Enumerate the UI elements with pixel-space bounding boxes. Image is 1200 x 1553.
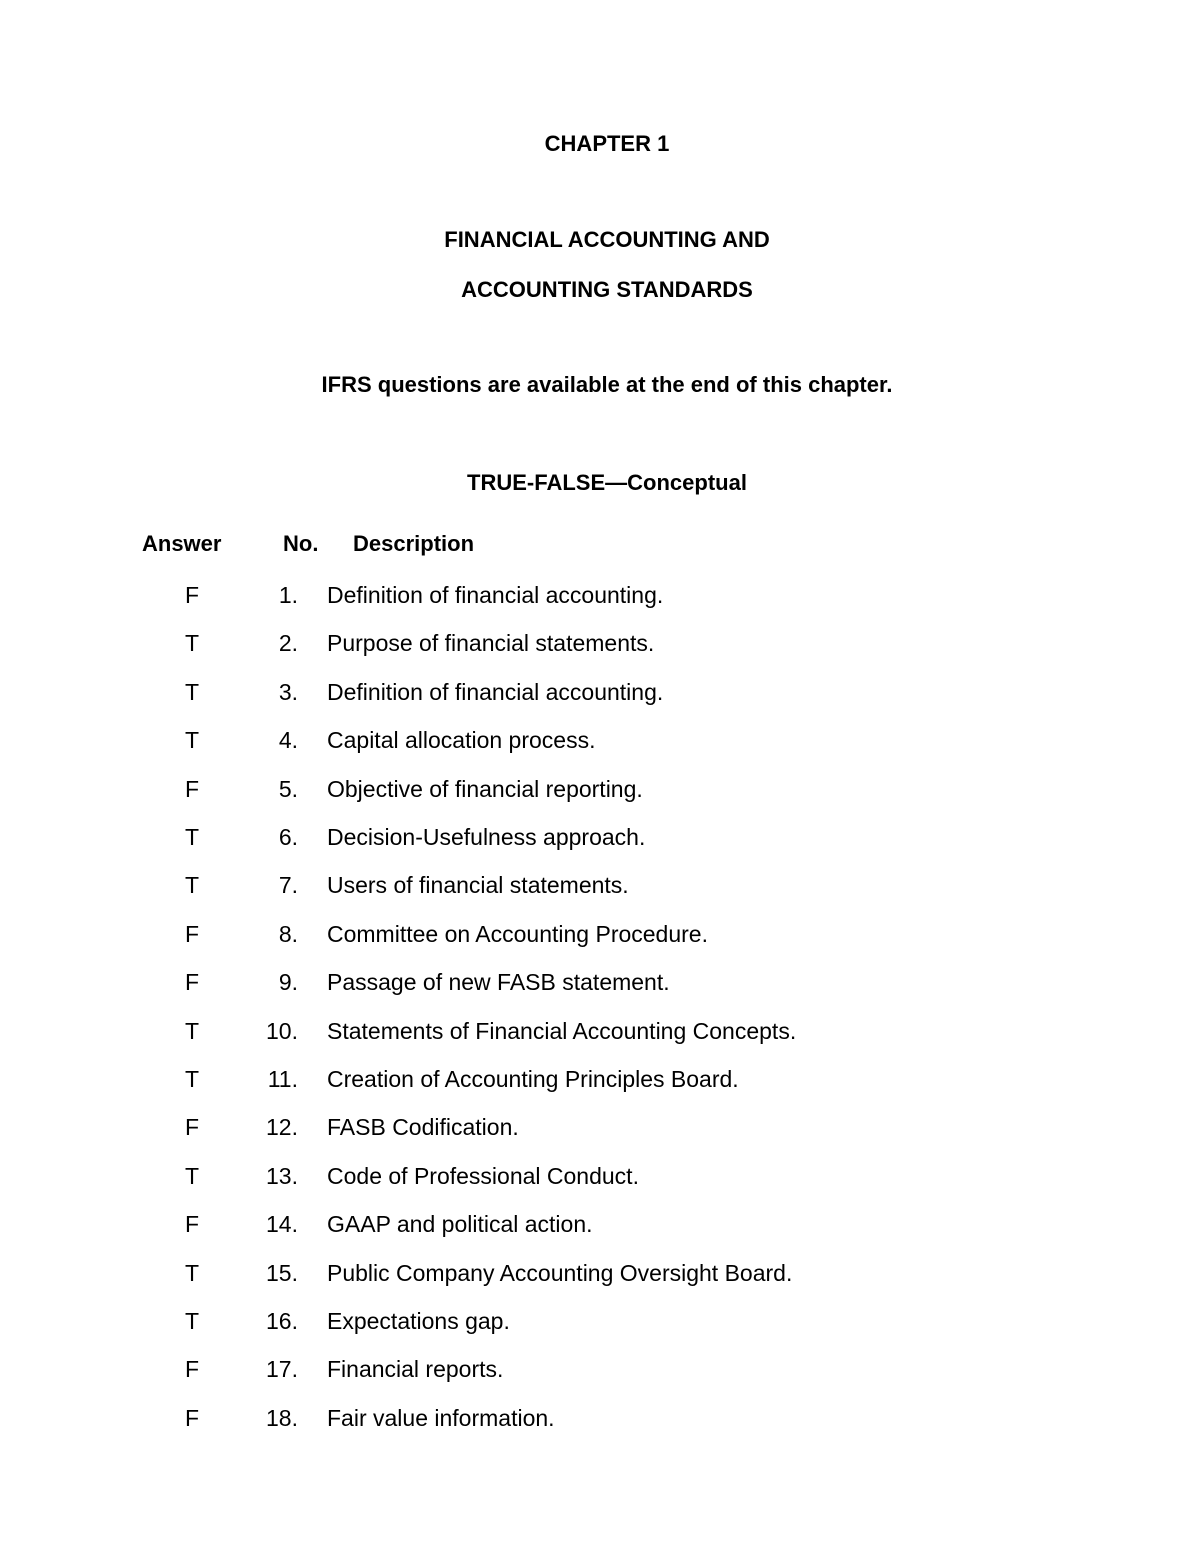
- answer-cell: T: [184, 824, 200, 850]
- answer-cell: T: [184, 1162, 200, 1189]
- section-title: TRUE-FALSE—Conceptual: [467, 470, 747, 495]
- description-cell: Passage of new FASB statement.: [327, 969, 670, 996]
- answer-cell: T: [184, 1017, 200, 1044]
- number-cell: 15.: [266, 1259, 298, 1286]
- table-row: [0, 1114, 1200, 1144]
- description-cell: Purpose of financial statements.: [327, 630, 655, 657]
- number-cell: 17.: [266, 1356, 298, 1383]
- answer-cell: F: [184, 1114, 200, 1141]
- answer-cell: F: [184, 1356, 200, 1383]
- number-cell: 12.: [266, 1114, 298, 1141]
- description-cell: Users of financial statements.: [327, 872, 629, 899]
- number-cell: 14.: [266, 1211, 298, 1238]
- answer-cell: F: [184, 920, 200, 947]
- table-row: [0, 679, 1200, 709]
- table-row: [0, 1163, 1200, 1193]
- number-cell: 13.: [266, 1162, 298, 1189]
- number-cell: 16.: [266, 1308, 298, 1334]
- description-cell: Definition of financial accounting.: [327, 678, 664, 705]
- description-cell: Capital allocation process.: [327, 727, 596, 754]
- description-cell: Public Company Accounting Oversight Board.: [327, 1259, 793, 1286]
- number-cell: 8.: [278, 920, 298, 947]
- answer-cell: T: [184, 678, 200, 705]
- table-row: [0, 1405, 1200, 1435]
- answer-cell: T: [184, 1308, 200, 1334]
- description-cell: Definition of financial accounting.: [327, 582, 664, 608]
- table-row: [0, 1211, 1200, 1241]
- table-row: [0, 921, 1200, 951]
- column-header-description: Description: [353, 531, 475, 556]
- table-row: [0, 1260, 1200, 1290]
- number-cell: 5.: [278, 775, 298, 802]
- answer-cell: F: [184, 582, 200, 608]
- description-cell: Statements of Financial Accounting Concepts.: [327, 1017, 797, 1044]
- answer-cell: T: [184, 727, 200, 754]
- answer-cell: T: [184, 1259, 200, 1286]
- answer-cell: F: [184, 969, 200, 996]
- description-cell: Fair value information.: [327, 1404, 555, 1431]
- description-cell: Committee on Accounting Procedure.: [327, 920, 708, 947]
- answer-cell: T: [184, 872, 200, 899]
- table-row: [0, 1308, 1200, 1338]
- answer-cell: F: [184, 1404, 200, 1431]
- ifrs-note: IFRS questions are available at the end of this chapter.: [321, 372, 893, 397]
- number-cell: 11.: [267, 1066, 298, 1092]
- description-cell: Decision-Usefulness approach.: [327, 824, 646, 850]
- table-row: [0, 872, 1200, 902]
- table-row: [0, 1018, 1200, 1048]
- table-row: [0, 630, 1200, 660]
- table-row: [0, 776, 1200, 806]
- description-cell: Expectations gap.: [327, 1308, 510, 1334]
- number-cell: 18.: [266, 1404, 298, 1431]
- number-cell: 6.: [278, 824, 298, 850]
- answer-cell: F: [184, 1211, 200, 1238]
- table-row: [0, 1066, 1200, 1096]
- number-cell: 9.: [278, 969, 298, 996]
- chapter-title-line-2: ACCOUNTING STANDARDS: [461, 277, 753, 302]
- chapter-title-line-1: FINANCIAL ACCOUNTING AND: [444, 227, 770, 252]
- column-header-answer: Answer: [142, 531, 222, 556]
- number-cell: 10.: [266, 1017, 298, 1044]
- number-cell: 7.: [278, 872, 298, 899]
- table-row: [0, 582, 1200, 612]
- description-cell: Objective of financial reporting.: [327, 775, 643, 802]
- table-row: [0, 1356, 1200, 1386]
- number-cell: 4.: [278, 727, 298, 754]
- table-row: [0, 727, 1200, 757]
- description-cell: FASB Codification.: [327, 1114, 519, 1141]
- number-cell: 3.: [278, 678, 298, 705]
- table-row: [0, 969, 1200, 999]
- description-cell: Creation of Accounting Principles Board.: [327, 1066, 739, 1092]
- description-cell: GAAP and political action.: [327, 1211, 593, 1238]
- answer-cell: T: [184, 1066, 200, 1092]
- answer-cell: F: [184, 775, 200, 802]
- column-header-no: No.: [283, 531, 319, 556]
- answer-cell: T: [184, 630, 200, 657]
- table-row: [0, 824, 1200, 854]
- description-cell: Code of Professional Conduct.: [327, 1162, 639, 1189]
- description-cell: Financial reports.: [327, 1356, 504, 1383]
- number-cell: 2.: [278, 630, 298, 657]
- chapter-heading: CHAPTER 1: [544, 131, 670, 156]
- number-cell: 1.: [278, 582, 298, 608]
